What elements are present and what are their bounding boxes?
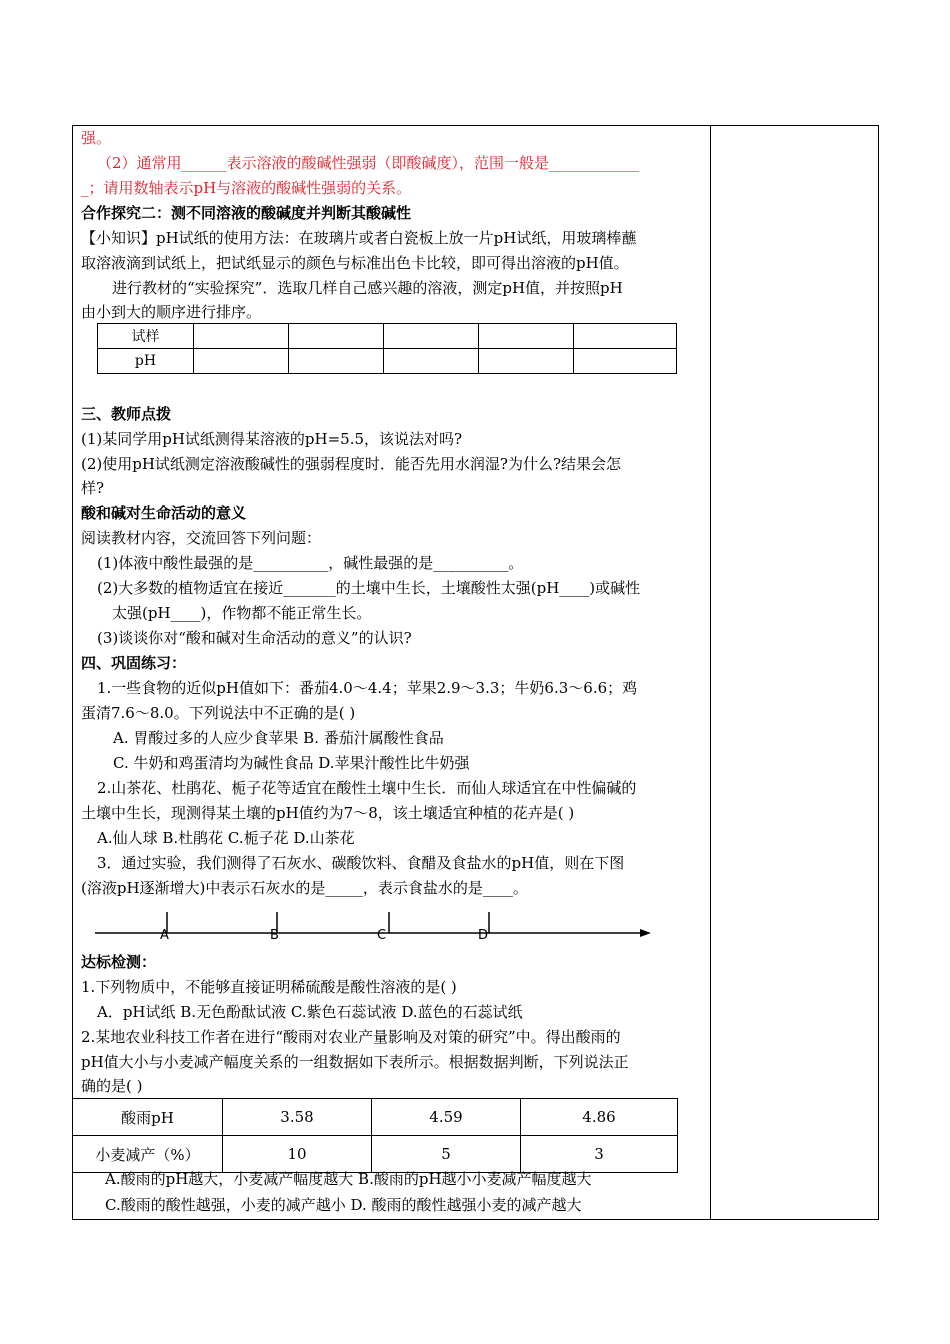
text-line: (2)大多数的植物适宜在接近_______的土壤中生长，土壤酸性太强(pH____)或碱性: [97, 579, 641, 597]
option-line: C.酸雨的酸性越强，小麦的减产越小 D. 酸雨的酸性越强小麦的减产越大: [105, 1196, 582, 1214]
table-cell: 酸雨pH: [73, 1099, 223, 1136]
text-line: （2）通常用______表示溶液的酸碱性强弱（即酸碱度），范围一般是____________: [97, 154, 640, 172]
table-cell: 3.58: [223, 1099, 372, 1136]
text-line: (溶液pH逐渐增大)中表示石灰水的是_____，表示食盐水的是____。: [81, 879, 528, 897]
axis-label-a: A: [160, 928, 169, 943]
table-cell[interactable]: [194, 349, 289, 374]
text-line: 2.山茶花、杜鹃花、栀子花等适宜在酸性土壤中生长．而仙人球适宜在中性偏碱的: [97, 779, 637, 797]
table-cell[interactable]: [574, 324, 677, 349]
option-line: A．pH试纸 B.无色酚酞试液 C.紫色石蕊试液 D.蓝色的石蕊试纸: [97, 1003, 523, 1021]
option-line: A.酸雨的pH越大，小麦减产幅度越大 B.酸雨的pH越小小麦减产幅度越大: [105, 1170, 592, 1188]
text-line: 由小到大的顺序进行排序。: [81, 303, 262, 321]
text-line: 1.下列物质中，不能够直接证明稀硫酸是酸性溶液的是( ): [81, 978, 457, 996]
table-cell[interactable]: [194, 324, 289, 349]
text-line: (1)某同学用pH试纸测得某溶液的pH=5.5，该说法对吗?: [81, 430, 463, 448]
text-line: 土壤中生长，现测得某土壤的pH值约为7～8，该土壤适宜种植的花卉是( ): [81, 804, 575, 822]
text-line: 强。: [81, 129, 112, 147]
text-line: 【小知识】pH试纸的使用方法：在玻璃片或者白瓷板上放一片pH试纸，用玻璃棒蘸: [81, 229, 637, 247]
axis-label-b: B: [270, 928, 279, 943]
text-line: 样?: [81, 479, 105, 497]
acid-rain-table: [72, 1098, 678, 1173]
text-line: 蛋清7.6～8.0。下列说法中不正确的是( ): [81, 704, 356, 722]
section-heading: 三、教师点拨: [81, 405, 172, 423]
text-line: (2)使用pH试纸测定溶液酸碱性的强弱程度时．能否先用水润湿?为什么?结果会怎: [81, 455, 622, 473]
section-heading: 合作探究二：测不同溶液的酸碱度并判断其酸碱性: [81, 204, 412, 222]
text-line: 1.一些食物的近似pH值如下：番茄4.0～4.4；苹果2.9～3.3；牛奶6.3～6.6；鸡: [97, 679, 638, 697]
number-line-drawing: [95, 900, 655, 946]
table-cell[interactable]: [479, 349, 574, 374]
text-line: 3．通过实验，我们测得了石灰水、碳酸饮料、食醋及食盐水的pH值，则在下图: [97, 854, 625, 872]
text-line: pH值大小与小麦减产幅度关系的一组数据如下表所示。根据数据判断，下列说法正: [81, 1053, 629, 1071]
section-heading: 达标检测：: [81, 953, 157, 971]
table-cell[interactable]: [289, 349, 384, 374]
table-cell[interactable]: [384, 324, 479, 349]
table-cell: 4.59: [372, 1099, 521, 1136]
table-cell: 4.86: [521, 1099, 678, 1136]
text-line: 确的是( ): [81, 1077, 143, 1095]
table-cell[interactable]: [574, 349, 677, 374]
table-cell: 10: [223, 1136, 372, 1173]
text-line: _；请用数轴表示pH与溶液的酸碱性强弱的关系。: [81, 179, 412, 197]
sample-table: [97, 323, 677, 374]
text-line: 进行教材的“实验探究”．选取几样自己感兴趣的溶液，测定pH值，并按照pH: [112, 279, 623, 297]
ph-number-line: [95, 900, 655, 950]
text-line: (3)谈谈你对“酸和碱对生命活动的意义”的认识?: [97, 629, 412, 647]
option-line: A.仙人球 B.杜鹃花 C.栀子花 D.山茶花: [97, 829, 355, 847]
section-heading: 四、巩固练习：: [81, 654, 187, 672]
table-cell: 3: [521, 1136, 678, 1173]
text-line: 太强(pH____)，作物都不能正常生长。: [112, 604, 372, 622]
axis-label-d: D: [478, 928, 489, 943]
text-line: (1)体液中酸性最强的是__________，碱性最强的是__________。: [97, 554, 524, 572]
text-line: 阅读教材内容，交流回答下列问题：: [81, 529, 322, 547]
text-line: 取溶液滴到试纸上，把试纸显示的颜色与标准出色卡比较，即可得出溶液的pH值。: [81, 254, 629, 272]
text-line: 2.某地农业科技工作者在进行“酸雨对农业产量影响及对策的研究”中。得出酸雨的: [81, 1028, 621, 1046]
table-cell[interactable]: [479, 324, 574, 349]
option-line: A. 胃酸过多的人应少食苹果 B. 番茄汁属酸性食品: [113, 729, 444, 747]
table-cell: 5: [372, 1136, 521, 1173]
table-cell[interactable]: [289, 324, 384, 349]
section-heading: 酸和碱对生命活动的意义: [81, 504, 247, 522]
table-cell: 试样: [98, 324, 194, 349]
table-cell: 小麦减产（%）: [73, 1136, 223, 1173]
axis-label-c: C: [377, 928, 387, 943]
table-cell[interactable]: [384, 349, 479, 374]
option-line: C. 牛奶和鸡蛋清均为碱性食品 D.苹果汁酸性比牛奶强: [113, 754, 470, 772]
table-cell: pH: [98, 349, 194, 374]
column-divider: [710, 125, 711, 1220]
